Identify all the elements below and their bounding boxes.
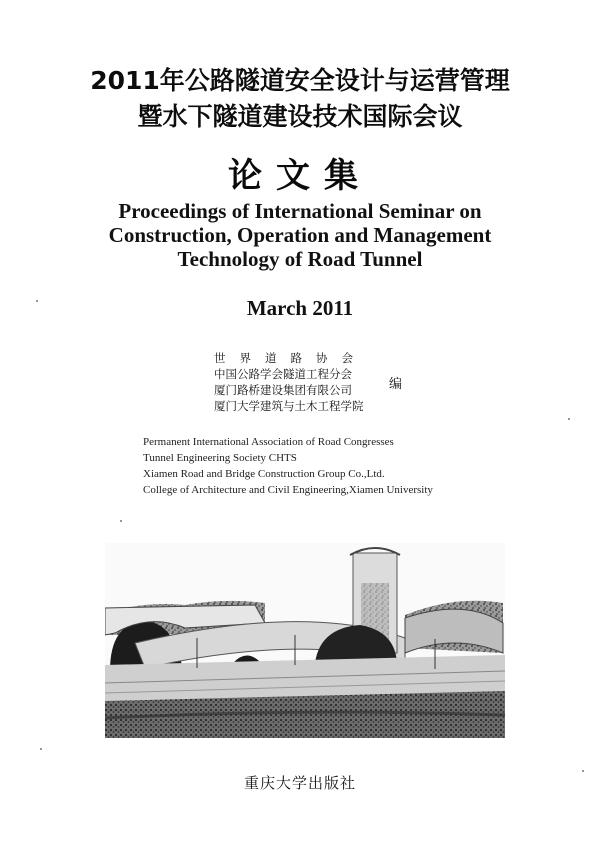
editor-label: 编 bbox=[389, 377, 403, 392]
organizer-cn-2: 中国公路学会隧道工程分会 bbox=[214, 367, 352, 381]
publication-date: March 2011 bbox=[246, 296, 354, 320]
organizer-cn-1: 世界道路协会 bbox=[214, 351, 367, 365]
organizer-en-1: Permanent International Association of Road Congresses bbox=[143, 436, 394, 448]
scan-speck bbox=[120, 520, 122, 522]
scan-speck bbox=[582, 770, 584, 772]
scan-speck bbox=[40, 748, 42, 750]
scan-speck bbox=[36, 300, 38, 302]
title-en-line1: Proceedings of International Seminar on bbox=[118, 199, 482, 223]
title-en-line2: Construction, Operation and Management bbox=[108, 223, 492, 247]
organizer-cn-4: 厦门大学建筑与土木工程学院 bbox=[214, 399, 364, 413]
organizer-en-2: Tunnel Engineering Society CHTS bbox=[143, 452, 297, 464]
tunnel-portal-photo bbox=[105, 543, 505, 738]
organizer-en-3: Xiamen Road and Bridge Construction Group Co.,Ltd. bbox=[143, 468, 385, 480]
scan-speck bbox=[568, 418, 570, 420]
organizer-cn-3: 厦门路桥建设集团有限公司 bbox=[214, 383, 352, 397]
organizer-en-4: College of Architecture and Civil Engineering,Xiamen University bbox=[143, 484, 433, 496]
title-en-line3: Technology of Road Tunnel bbox=[177, 247, 423, 271]
subtitle-proceedings: 论文集 bbox=[228, 156, 372, 196]
publisher-name: 重庆大学出版社 bbox=[243, 774, 356, 792]
title-cn-line1: 2011年公路隧道安全设计与运营管理 bbox=[90, 66, 510, 95]
title-cn-line2: 暨水下隧道建设技术国际会议 bbox=[137, 102, 463, 131]
